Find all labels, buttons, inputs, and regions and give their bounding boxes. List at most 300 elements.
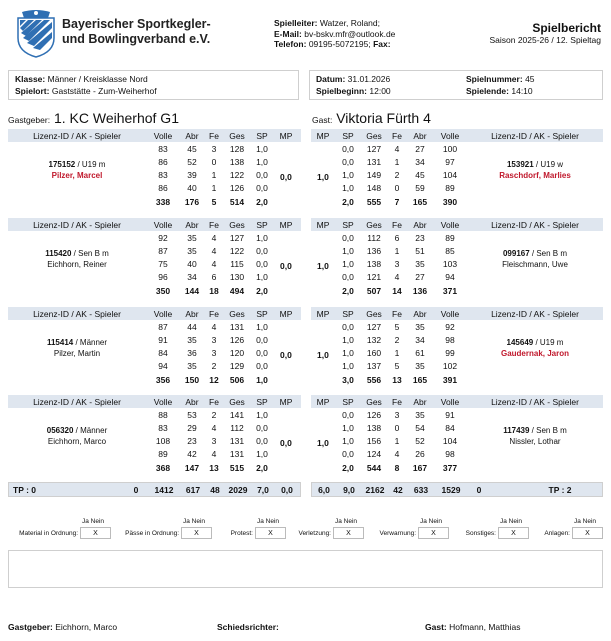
player-total-row <box>311 284 465 297</box>
spielleiter-value: Watzer, Roland; <box>319 18 380 28</box>
match-info-right <box>309 70 603 100</box>
table-row <box>311 182 603 194</box>
total-cell: 5 <box>211 197 217 207</box>
cell: 92 <box>445 322 455 332</box>
cell: 23 <box>187 436 197 446</box>
cell: 4 <box>211 449 217 459</box>
cell: 99 <box>445 348 455 358</box>
cell: 103 <box>442 259 458 269</box>
total-cell: 14 <box>392 286 402 296</box>
home-total-ges: 2029 <box>228 485 248 495</box>
cell: 0,0 <box>342 322 354 332</box>
cell: 136 <box>366 246 382 256</box>
cell: 85 <box>445 246 455 256</box>
home-mp-sum: 0 <box>133 485 139 495</box>
away-player-block <box>311 307 603 387</box>
player-license-id: 056320 <box>46 426 74 435</box>
spielende-label: Spielende: <box>466 86 509 96</box>
cell: 89 <box>445 183 455 193</box>
total-cell: 2,0 <box>256 463 268 473</box>
organization-name <box>62 17 211 47</box>
header-sp: SP <box>342 131 354 141</box>
away-signature <box>425 622 520 632</box>
table-row <box>8 182 301 194</box>
cell: 129 <box>229 361 245 371</box>
total-cell: 2,0 <box>342 463 354 473</box>
header-fe: Fe <box>392 309 402 319</box>
datum-label: Datum: <box>316 74 346 84</box>
org-line-1: Bayerischer Sportkegler- <box>62 17 211 31</box>
cell: 87 <box>158 322 168 332</box>
cell: 115 <box>230 259 244 269</box>
header-mp: MP <box>279 131 293 141</box>
column-header-row <box>8 129 301 142</box>
header-sp: SP <box>256 309 268 319</box>
cell: 1 <box>394 436 400 446</box>
header-mp: MP <box>279 309 293 319</box>
cell: 35 <box>187 246 197 256</box>
table-row <box>311 448 603 460</box>
cell: 59 <box>415 183 425 193</box>
table-row <box>8 360 301 372</box>
table-row <box>8 232 301 244</box>
cell: 1,0 <box>256 233 268 243</box>
cell: 120 <box>229 348 245 358</box>
player-license-id: 115414 <box>46 338 74 347</box>
cell: 35 <box>415 361 425 371</box>
check-label: Protest: <box>230 530 253 537</box>
table-row <box>311 271 603 283</box>
player-total-row <box>148 461 301 474</box>
header-fe: Fe <box>209 131 219 141</box>
header-volle: Volle <box>440 397 460 407</box>
player-age-class: / U19 m <box>75 160 106 169</box>
table-row <box>311 360 603 372</box>
header-sp: SP <box>256 131 268 141</box>
spielort-value: Gaststätte - Zum-Weiherhof <box>51 86 157 96</box>
cell: 138 <box>366 423 382 433</box>
check-box[interactable]: X <box>333 527 364 539</box>
cell: 4 <box>394 272 400 282</box>
cell: 98 <box>445 335 455 345</box>
player-name: Fleischmann, Uwe <box>502 260 568 269</box>
cell: 52 <box>415 436 425 446</box>
home-team-name: 1. KC Weiherhof G1 <box>53 110 179 126</box>
home-player-block <box>8 129 301 209</box>
home-signature <box>8 622 117 632</box>
total-cell: 356 <box>155 375 171 385</box>
table-row <box>8 169 301 181</box>
cell: 6 <box>211 272 217 282</box>
cell: 4 <box>211 233 217 243</box>
header-abr: Abr <box>413 309 427 319</box>
away-player-block <box>311 395 603 475</box>
cell: 1,0 <box>256 157 268 167</box>
cell: 1,0 <box>342 335 354 345</box>
cell: 39 <box>187 170 197 180</box>
cell: 35 <box>415 410 425 420</box>
cell: 92 <box>158 233 168 243</box>
player-total-row <box>311 195 465 208</box>
cell: 97 <box>445 157 455 167</box>
total-cell: 507 <box>366 286 382 296</box>
cell: 3 <box>394 410 400 420</box>
header-mp: MP <box>279 397 293 407</box>
cell: 126 <box>229 183 245 193</box>
player-name: Eichhorn, Marco <box>47 437 107 446</box>
home-total-volle: 1412 <box>154 485 174 495</box>
away-tp: TP : 2 <box>548 485 572 495</box>
total-cell: 391 <box>442 375 458 385</box>
player-mp: 1,0 <box>317 438 329 448</box>
cell: 126 <box>366 410 382 420</box>
header-volle: Volle <box>153 397 173 407</box>
cell: 34 <box>415 157 425 167</box>
total-cell: 1,0 <box>256 375 268 385</box>
header-ges: Ges <box>229 309 245 319</box>
cell: 3 <box>394 259 400 269</box>
header-ges: Ges <box>366 309 382 319</box>
check-label: Anlagen: <box>544 530 570 537</box>
cell: 84 <box>445 423 455 433</box>
cell: 91 <box>158 335 168 345</box>
table-row <box>8 143 301 155</box>
cell: 3 <box>211 144 217 154</box>
header-abr: Abr <box>185 397 199 407</box>
header-lizenz: Lizenz-ID / AK - Spieler <box>33 397 121 407</box>
total-cell: 12 <box>209 375 219 385</box>
cell: 0,0 <box>256 361 268 371</box>
email-value[interactable]: bv-bskv.mfr@outlook.de <box>304 28 396 39</box>
table-row <box>8 409 301 421</box>
cell: 6 <box>394 233 400 243</box>
table-row <box>311 409 603 421</box>
table-row <box>8 245 301 257</box>
header-abr: Abr <box>413 220 427 230</box>
cell: 45 <box>187 144 197 154</box>
cell: 138 <box>229 157 245 167</box>
column-header-row <box>8 307 301 320</box>
player-total-row <box>148 195 301 208</box>
header-fe: Fe <box>392 220 402 230</box>
header-lizenz: Lizenz-ID / AK - Spieler <box>33 131 121 141</box>
cell: 100 <box>442 144 458 154</box>
total-cell: 13 <box>392 375 402 385</box>
cell: 2 <box>394 335 400 345</box>
cell: 2 <box>394 170 400 180</box>
header-abr: Abr <box>185 131 199 141</box>
check-box[interactable]: X <box>498 527 529 539</box>
cell: 5 <box>394 361 400 371</box>
header-abr: Abr <box>185 220 199 230</box>
cell: 83 <box>158 423 168 433</box>
header-ges: Ges <box>366 131 382 141</box>
cell: 1,0 <box>256 322 268 332</box>
player-total-row <box>148 284 301 297</box>
cell: 121 <box>366 272 382 282</box>
total-cell: 144 <box>184 286 200 296</box>
home-player-block <box>8 307 301 387</box>
cell: 127 <box>366 322 382 332</box>
klasse-value: Männer / Kreisklasse Nord <box>47 74 148 84</box>
player-age-class: / Sen B m <box>529 426 567 435</box>
cell: 0,0 <box>256 259 268 269</box>
cell: 138 <box>366 259 382 269</box>
total-cell: 147 <box>184 463 200 473</box>
column-header-row <box>311 129 603 142</box>
cell: 34 <box>415 335 425 345</box>
away-team-name: Viktoria Fürth 4 <box>336 110 431 126</box>
cell: 128 <box>229 144 245 154</box>
cell: 27 <box>415 144 425 154</box>
check-box[interactable]: X <box>255 527 286 539</box>
header-fe: Fe <box>209 397 219 407</box>
cell: 94 <box>445 272 455 282</box>
ja-nein-label: Ja Nein <box>500 518 523 525</box>
cell: 3 <box>211 348 217 358</box>
total-cell: 371 <box>442 286 458 296</box>
header-ges: Ges <box>229 220 245 230</box>
total-cell: 18 <box>209 286 219 296</box>
cell: 4 <box>211 246 217 256</box>
total-cell: 2,0 <box>342 286 354 296</box>
home-team-prefix: Gastgeber: <box>8 115 51 125</box>
cell: 131 <box>229 322 245 332</box>
cell: 0 <box>394 183 400 193</box>
cell: 0,0 <box>256 183 268 193</box>
cell: 1 <box>211 170 217 180</box>
cell: 91 <box>445 410 455 420</box>
cell: 35 <box>187 335 197 345</box>
ja-nein-label: Ja Nein <box>335 518 358 525</box>
home-team-line <box>8 110 179 126</box>
player-license-id: 175152 <box>48 160 76 169</box>
cell: 132 <box>366 335 382 345</box>
cell: 112 <box>367 233 381 243</box>
total-cell: 544 <box>366 463 382 473</box>
cell: 0,0 <box>256 423 268 433</box>
cell: 3 <box>211 436 217 446</box>
remarks-box[interactable] <box>8 550 603 588</box>
check-box[interactable]: X <box>80 527 111 539</box>
org-line-2: und Bowlingverband e.V. <box>62 32 211 46</box>
away-signature-name: Hofmann, Matthias <box>449 622 521 632</box>
table-row <box>8 448 301 460</box>
player-age-class: / Männer <box>73 338 108 347</box>
datum-value: 31.01.2026 <box>347 74 391 84</box>
cell: 160 <box>366 348 382 358</box>
cell: 102 <box>442 361 458 371</box>
cell: 1,0 <box>342 348 354 358</box>
away-player-block <box>311 218 603 298</box>
cell: 1,0 <box>342 423 354 433</box>
cell: 40 <box>187 183 197 193</box>
home-signature-name: Eichhorn, Marco <box>55 622 118 632</box>
cell: 42 <box>187 449 197 459</box>
cell: 1,0 <box>342 259 354 269</box>
contact-info <box>274 18 395 50</box>
home-total-fe: 48 <box>210 485 220 495</box>
cell: 35 <box>187 361 197 371</box>
bskv-logo-icon <box>14 8 58 58</box>
telefon-value: 09195-5072195; <box>308 39 371 49</box>
player-mp: 1,0 <box>317 261 329 271</box>
check-label: Verwarnung: <box>379 530 416 537</box>
header-sp: SP <box>256 220 268 230</box>
player-mp: 0,0 <box>280 172 292 182</box>
player-mp: 1,0 <box>317 350 329 360</box>
table-row <box>311 156 603 168</box>
header-fe: Fe <box>209 309 219 319</box>
check-box[interactable]: X <box>181 527 212 539</box>
table-row <box>311 321 603 333</box>
cell: 3 <box>211 335 217 345</box>
cell: 89 <box>445 233 455 243</box>
referee-signature <box>217 622 279 632</box>
header-mp: MP <box>316 220 330 230</box>
table-row <box>8 156 301 168</box>
table-row <box>311 143 603 155</box>
header-fe: Fe <box>392 397 402 407</box>
header-ges: Ges <box>229 397 245 407</box>
player-total-row <box>311 461 465 474</box>
player-license-id: 115420 <box>45 249 72 258</box>
player-mp: 0,0 <box>280 350 292 360</box>
away-mp-sum: 0 <box>476 485 482 495</box>
header-lizenz: Lizenz-ID / AK - Spieler <box>33 309 121 319</box>
total-cell: 8 <box>394 463 400 473</box>
cell: 0 <box>394 423 400 433</box>
cell: 124 <box>366 449 382 459</box>
header-volle: Volle <box>440 131 460 141</box>
table-row <box>311 334 603 346</box>
check-box[interactable]: X <box>418 527 449 539</box>
header-volle: Volle <box>153 220 173 230</box>
header-abr: Abr <box>185 309 199 319</box>
cell: 0,0 <box>342 449 354 459</box>
cell: 112 <box>230 423 244 433</box>
home-player-block <box>8 395 301 475</box>
away-totals-row <box>311 482 603 497</box>
header-volle: Volle <box>153 131 173 141</box>
away-total-abr: 633 <box>413 485 429 495</box>
referee-signature-label: Schiedsrichter: <box>217 622 279 632</box>
player-name: Eichhorn, Reiner <box>47 260 107 269</box>
column-header-row <box>311 395 603 408</box>
away-signature-label: Gast: <box>425 622 447 632</box>
cell: 61 <box>415 348 425 358</box>
season-label: Saison 2025-26 / 12. Spieltag <box>489 35 601 45</box>
table-row <box>311 245 603 257</box>
header-mp: MP <box>316 309 330 319</box>
total-cell: 515 <box>229 463 245 473</box>
player-total-row <box>148 373 301 386</box>
cell: 5 <box>394 322 400 332</box>
away-total-volle: 1529 <box>441 485 461 495</box>
home-total-sp: 7,0 <box>257 485 269 495</box>
ja-nein-label: Ja Nein <box>257 518 280 525</box>
player-license-id: 153921 <box>506 160 534 169</box>
cell: 83 <box>158 144 168 154</box>
home-tp: TP : 0 <box>13 485 36 495</box>
total-cell: 2,0 <box>256 197 268 207</box>
player-name: Gaudernak, Jaron <box>500 349 570 358</box>
cell: 131 <box>366 157 382 167</box>
cell: 131 <box>229 436 245 446</box>
report-title-block <box>489 21 601 46</box>
header-sp: SP <box>342 309 354 319</box>
player-age-class: / Sen B m <box>71 249 109 258</box>
cell: 4 <box>211 423 217 433</box>
cell: 35 <box>415 259 425 269</box>
header-ges: Ges <box>366 220 382 230</box>
player-mp: 0,0 <box>280 261 292 271</box>
header-abr: Abr <box>413 397 427 407</box>
header-ges: Ges <box>229 131 245 141</box>
cell: 1 <box>394 348 400 358</box>
away-total-mp: 6,0 <box>318 485 330 495</box>
email-label: E-Mail: <box>274 28 302 39</box>
ja-nein-label: Ja Nein <box>420 518 443 525</box>
cell: 4 <box>211 259 217 269</box>
table-row <box>8 347 301 359</box>
report-header <box>0 0 611 66</box>
cell: 0,0 <box>342 410 354 420</box>
cell: 4 <box>394 449 400 459</box>
spielnummer-value: 45 <box>525 74 535 84</box>
cell: 0,0 <box>256 436 268 446</box>
check-box[interactable]: X <box>572 527 603 539</box>
cell: 1,0 <box>342 361 354 371</box>
header-volle: Volle <box>440 309 460 319</box>
column-header-row <box>8 395 301 408</box>
table-row <box>8 422 301 434</box>
player-name: Pilzer, Martin <box>53 349 101 358</box>
total-cell: 368 <box>155 463 171 473</box>
check-label: Material in Ordnung: <box>19 530 78 537</box>
cell: 83 <box>158 170 168 180</box>
cell: 104 <box>442 170 458 180</box>
player-license-id: 145649 <box>506 338 534 347</box>
cell: 44 <box>187 322 197 332</box>
cell: 29 <box>187 423 197 433</box>
player-name: Nissler, Lothar <box>509 437 561 446</box>
table-row <box>311 169 603 181</box>
total-cell: 150 <box>184 375 200 385</box>
total-cell: 165 <box>412 197 428 207</box>
cell: 126 <box>229 335 245 345</box>
total-cell: 2,0 <box>342 197 354 207</box>
cell: 4 <box>211 322 217 332</box>
cell: 34 <box>187 272 197 282</box>
total-cell: 2,0 <box>256 286 268 296</box>
player-age-class: / Männer <box>73 426 108 435</box>
check-label: Verletzung: <box>298 530 331 537</box>
spielleiter-label: Spielleiter: <box>274 18 318 28</box>
cell: 86 <box>158 157 168 167</box>
cell: 0,0 <box>256 246 268 256</box>
player-age-class: / Sen B m <box>529 249 568 258</box>
header-abr: Abr <box>413 131 427 141</box>
cell: 0,0 <box>342 157 354 167</box>
cell: 35 <box>415 322 425 332</box>
cell: 4 <box>394 144 400 154</box>
fax-label: Fax: <box>373 39 391 49</box>
cell: 94 <box>158 361 168 371</box>
away-total-fe: 42 <box>393 485 403 495</box>
cell: 1 <box>211 183 217 193</box>
player-total-row <box>311 373 465 386</box>
